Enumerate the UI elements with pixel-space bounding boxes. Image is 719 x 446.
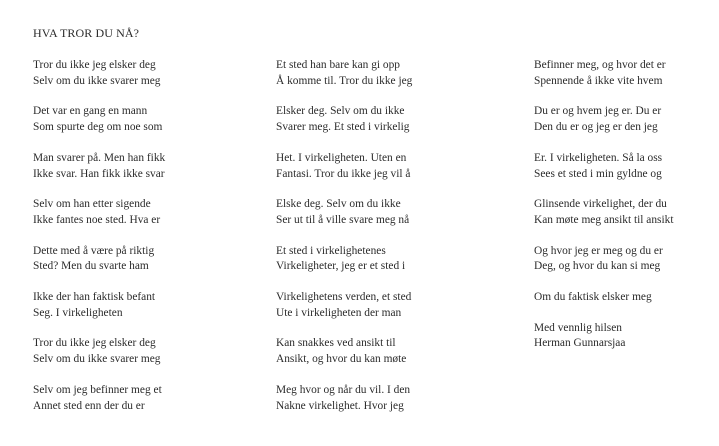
closing-line: Med vennlig hilsen	[534, 321, 622, 334]
stanza	[276, 104, 486, 135]
poem-line: Og hvor jeg er meg og du er	[534, 244, 663, 257]
stanza	[276, 290, 486, 321]
poem-line: Det var en gang en mann	[33, 105, 148, 118]
poem-line: Svarer meg. Et sted i virkelig	[276, 121, 410, 134]
poem-line: Tror du ikke jeg elsker deg	[33, 337, 156, 350]
stanza	[33, 104, 243, 135]
poem-title: HVA TROR DU NÅ?	[33, 26, 140, 40]
poem-line: Ikke der han faktisk befant	[33, 291, 156, 304]
poem-line: Spennende å ikke vite hvem	[534, 74, 663, 87]
stanza	[276, 383, 486, 414]
signature-block	[534, 321, 714, 352]
poem-line: Du er og hvem jeg er. Du er	[534, 105, 662, 118]
poem-line: Deg, og hvor du kan si meg	[534, 260, 661, 273]
poem-line: Annet sted enn der du er	[33, 399, 145, 412]
poem-line: Selv om du ikke svarer meg	[33, 74, 161, 87]
stanza	[534, 58, 714, 89]
poem-line: Den du er og jeg er den jeg	[534, 121, 658, 134]
poem-line: Tror du ikke jeg elsker deg	[33, 59, 156, 71]
poem-line: Seg. I virkeligheten	[33, 306, 123, 319]
poem-line: Som spurte deg om noe som	[33, 121, 163, 134]
poem-line: Sees et sted i min gyldne og	[534, 167, 662, 180]
poem-line: Virkelighetens verden, et sted	[276, 291, 412, 304]
poem-line: Het. I virkeligheten. Uten en	[276, 151, 407, 164]
poem-line: Selv om jeg befinner meg et	[33, 383, 162, 396]
poem-line: Selv om han etter sigende	[33, 198, 151, 211]
stanza	[534, 104, 714, 135]
stanza	[276, 151, 486, 182]
poem-line: Ansikt, og hvor du kan møte	[276, 353, 407, 366]
poem-column-3	[534, 58, 714, 367]
poem-line: Man svarer på. Men han fikk	[33, 151, 166, 164]
stanza	[33, 383, 243, 414]
poem-line: Kan møte meg ansikt til ansikt	[534, 213, 674, 226]
stanza	[33, 336, 243, 367]
stanza	[33, 244, 243, 275]
poem-line: Ikke svar. Han fikk ikke svar	[33, 167, 165, 180]
stanza	[276, 244, 486, 275]
stanza	[534, 244, 714, 275]
poem-line: Dette med å være på riktig	[33, 244, 155, 257]
poem-line: Befinner meg, og hvor det er	[534, 59, 666, 71]
poem-line: Fantasi. Tror du ikke jeg vil å	[276, 167, 411, 180]
poem-line: Et sted han bare kan gi opp	[276, 59, 400, 71]
poem-line: Glinsende virkelighet, der du	[534, 198, 667, 211]
stanza	[33, 151, 243, 182]
poem-line: Er. I virkeligheten. Så la oss	[534, 151, 663, 164]
poem-line: Et sted i virkelighetenes	[276, 244, 386, 257]
stanza	[534, 151, 714, 182]
author-name: Herman Gunnarsjaa	[534, 337, 626, 350]
poem-line: Sted? Men du svarte ham	[33, 260, 149, 273]
poem-line: Nakne virkelighet. Hvor jeg	[276, 399, 404, 412]
stanza	[33, 197, 243, 228]
poem-line: Ikke fantes noe sted. Hva er	[33, 213, 161, 226]
stanza	[534, 290, 714, 306]
poem-line: Kan snakkes ved ansikt til	[276, 337, 396, 350]
stanza	[33, 290, 243, 321]
poem-line: Virkeligheter, jeg er et sted i	[276, 260, 406, 273]
stanza	[534, 197, 714, 228]
poem-line: Selv om du ikke svarer meg	[33, 353, 161, 366]
stanza	[276, 197, 486, 228]
poem-line: Om du faktisk elsker meg	[534, 291, 652, 304]
poem-line: Å komme til. Tror du ikke jeg	[276, 74, 413, 87]
stanza	[33, 58, 243, 89]
stanza	[276, 58, 486, 89]
poem-column-1	[33, 58, 243, 429]
poem-line: Meg hvor og når du vil. I den	[276, 383, 411, 396]
poem-line: Ute i virkeligheten der man	[276, 306, 402, 319]
stanza	[276, 336, 486, 367]
poem-line: Elske deg. Selv om du ikke	[276, 198, 401, 211]
poem-line: Ser ut til å ville svare meg nå	[276, 213, 410, 226]
poem-column-2	[276, 58, 486, 429]
poem-line: Elsker deg. Selv om du ikke	[276, 105, 405, 118]
